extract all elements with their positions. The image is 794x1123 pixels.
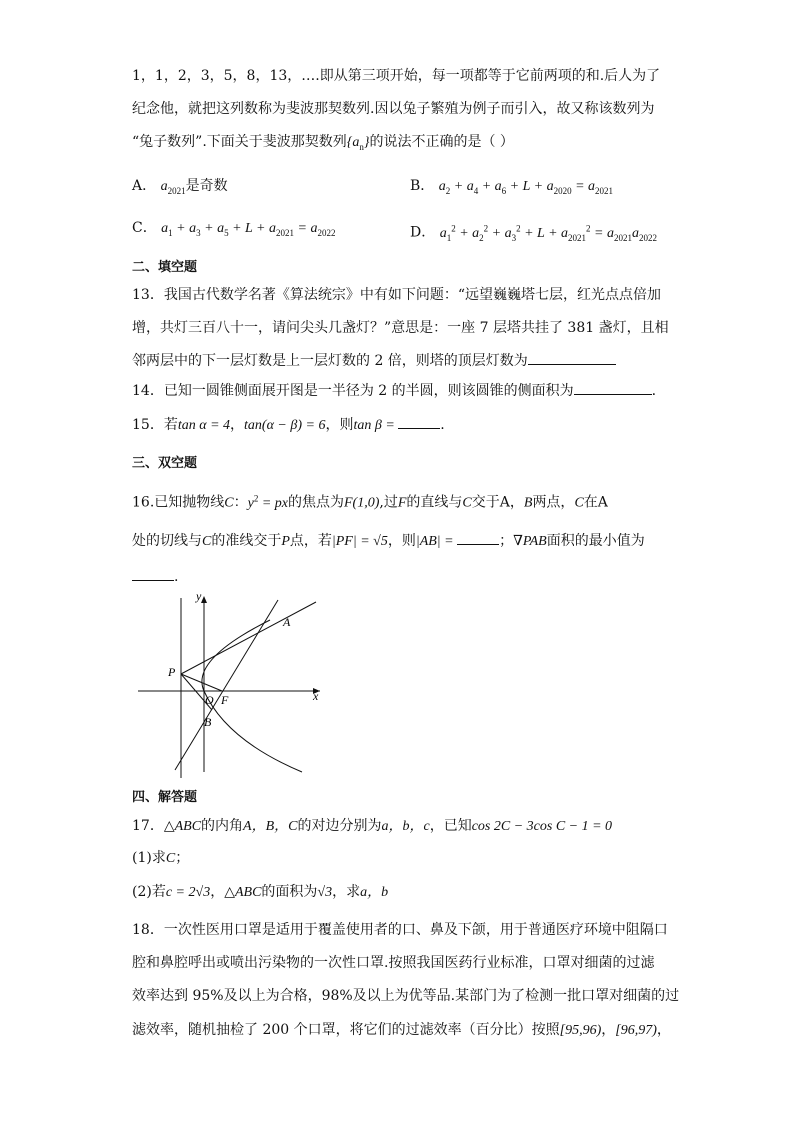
label-p: P xyxy=(168,665,176,679)
q13-line3: 邻两层中的下一层灯数是上一层灯数的 2 倍，则塔的顶层灯数为 xyxy=(132,350,616,371)
q12-line1: 1，1，2，3，5，8，13，….即从第三项开始，每一项都等于它前两项的和.后人为了 xyxy=(132,68,661,84)
q12-option-c: C． $a_1 + a_3 + a_5 + L + a_{2021} = a_{2022}$ xyxy=(132,220,336,238)
q18-line3: 效率达到 95%及以上为合格，98%及以上为优等品.某部门为了检测一批口罩对细菌的过 xyxy=(132,988,680,1004)
label-x: x xyxy=(313,689,319,703)
q18-line2: 腔和鼻腔呼出或喷出污染物的一次性口罩.按照我国医药行业标准，口罩对细菌的过滤 xyxy=(132,955,655,971)
q15-line: 15．若tan α = 4，tan(α − β) = 6，则tan β = . xyxy=(132,414,445,436)
q12-option-d: D． $a_1^2 + a_2^2 + a_3^2 + L + a_{2021}^2 = a_{2021}a_{2022}$ xyxy=(410,223,657,243)
label-y: y xyxy=(196,589,202,603)
q12-line3: “兔子数列”.下面关于斐波那契数列$\{a_n\}$的说法不正确的是（ ） xyxy=(132,134,514,152)
q18-line4: 滤效率，随机抽检了 200 个口罩，将它们的过滤效率（百分比）按照[95,96)，[96,97)， xyxy=(132,1022,671,1038)
label-f: F xyxy=(221,693,229,707)
q12-option-a: A． $a_{2021}$是奇数 xyxy=(132,178,228,196)
section-solve: 四、解答题 xyxy=(132,790,198,805)
fib-sequence-notation: $\{a_n\}$ xyxy=(346,135,370,152)
q17-part1: (1)求C； xyxy=(132,850,190,866)
y-axis-arrow xyxy=(201,596,207,603)
parabola-figure xyxy=(130,588,330,778)
pf-segment xyxy=(181,674,222,691)
q14-line: 14．已知一圆锥侧面展开图是一半径为 2 的半圆，则该圆锥的侧面积为 . xyxy=(132,380,656,401)
section-fill-blank: 二、填空题 xyxy=(132,260,198,275)
q16-line1: 16.已知抛物线C：$y^2$ = px的焦点为F(1,0),过F的直线与C交于A，B两点，C在A xyxy=(132,493,608,511)
answer-blank[interactable] xyxy=(574,380,652,395)
label-b: B xyxy=(204,715,212,729)
q16-line2: 处的切线与C的准线交于P点，若|PF| = √5，则|AB| = ；∇PAB面积的最小值为 xyxy=(132,530,645,552)
q13-line2: 增，共灯三百八十一，请问尖头几盏灯？”意思是：一座 7 层塔共挂了 381 盏灯，且相 xyxy=(132,320,669,336)
q17-line1: 17．△ABC的内角A，B，C的对边分别为a，b，c，已知cos 2C − 3cos C − 1 = 0 xyxy=(132,818,613,834)
label-o: O xyxy=(205,693,214,707)
answer-blank[interactable] xyxy=(398,414,440,429)
label-a: A xyxy=(283,615,291,629)
q17-part2: (2)若c = 2√3，△ABC的面积为√3，求a，b xyxy=(132,884,389,900)
section-double-blank: 三、双空题 xyxy=(132,456,198,471)
q13-line1: 13．我国古代数学名著《算法统宗》中有如下问题：“远望巍巍塔七层，红光点点倍加 xyxy=(132,287,661,303)
tangent-line-a xyxy=(181,602,316,674)
answer-blank[interactable] xyxy=(528,350,616,365)
answer-blank[interactable] xyxy=(132,566,174,581)
q12-option-b: B． $a_2 + a_4 + a_6 + L + a_{2020} = a_{2021}$ xyxy=(410,178,614,196)
q12-line2: 纪念他，就把这列数称为斐波那契数列.因以兔子繁殖为例子而引入，故又称该数列为 xyxy=(132,101,655,117)
q18-line1: 18．一次性医用口罩是适用于覆盖使用者的口、鼻及下颌，用于普通医疗环境中阻隔口 xyxy=(132,922,668,938)
answer-blank[interactable] xyxy=(457,530,499,545)
q16-line3: . xyxy=(132,566,178,587)
